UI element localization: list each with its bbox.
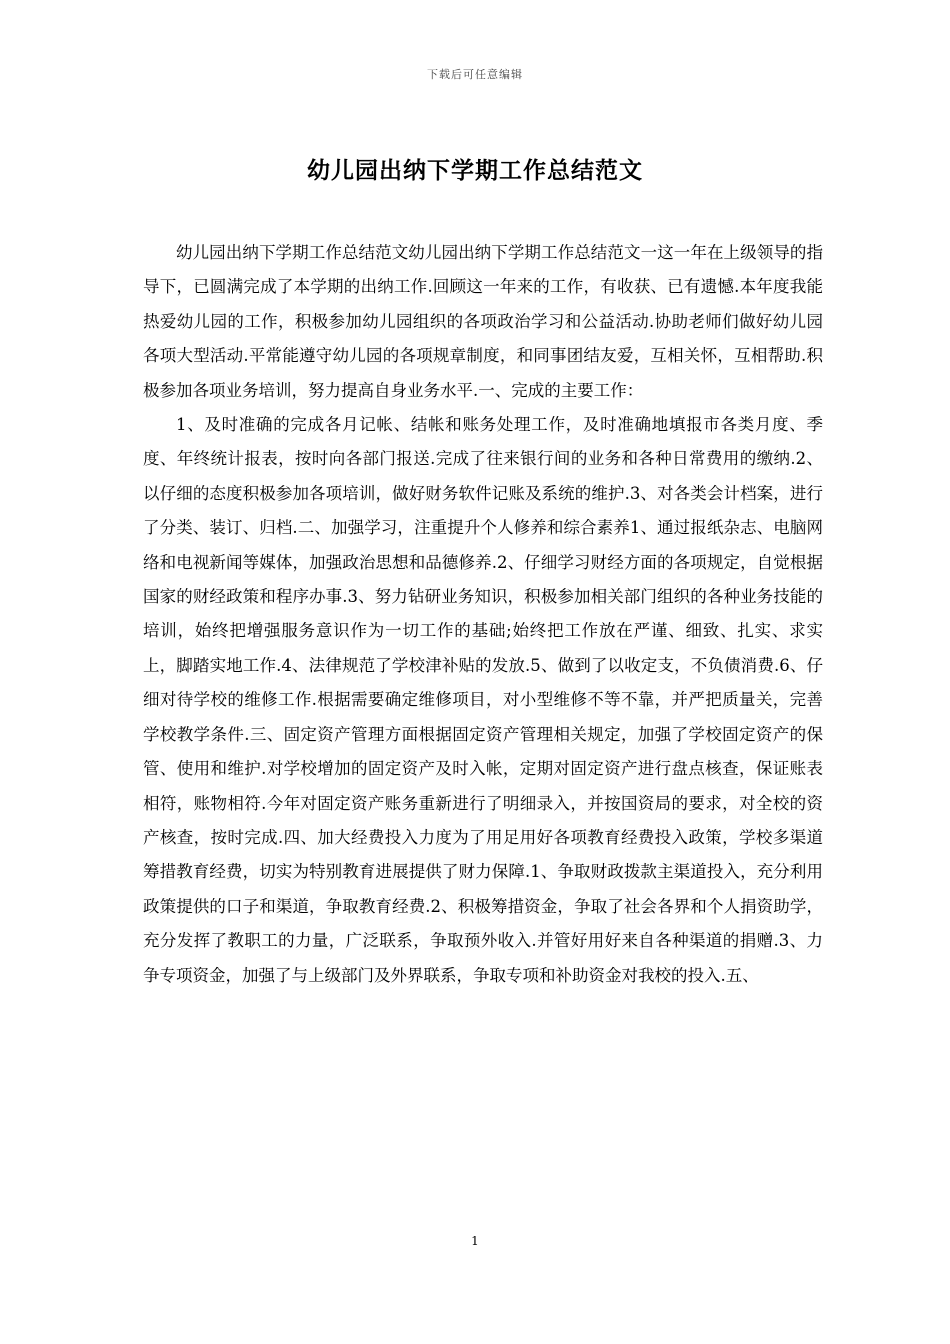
document-body <box>143 236 823 993</box>
document-title: 幼儿园出纳下学期工作总结范文 <box>307 158 643 184</box>
page-number: 1 <box>471 1234 479 1248</box>
header-note: 下载后可任意编辑 <box>427 68 523 81</box>
paragraph-intro: 幼儿园出纳下学期工作总结范文幼儿园出纳下学期工作总结范文一这一年在上级领导的指导下，已圆满完成了本学期的出纳工作.回顾这一年来的工作，有收获、已有遗憾.本年度我能热爱幼儿园的工作，积极参加幼儿园组织的各项政治学习和公益活动.协助老师们做好幼儿园各项大型活动.平常能遵守幼儿园的各项规章制度，和同事团结友爱，互相关怀，互相帮助.积极参加各项业务培训，努力提高自身业务水平.一、完成的主要工作： <box>143 243 823 400</box>
paragraph-main-work: 1、及时准确的完成各月记帐、结帐和账务处理工作，及时准确地填报市各类月度、季度、年终统计报表，按时向各部门报送.完成了往来银行间的业务和各种日常费用的缴纳.2、以仔细的态度积极参加各项培训，做好财务软件记账及系统的维护.3、对各类会计档案，进行了分类、装订、归档.二、加强学习，注重提升个人修养和综合素养1、通过报纸杂志、电脑网络和电视新闻等媒体，加强政治思想和品德修养.2、仔细学习财经方面的各项规定，自觉根据国家的财经政策和程序办事.3、努力钻研业务知识，积极参加相关部门组织的各种业务技能的培训，始终把增强服务意识作为一切工作的基础;始终把工作放在严谨、细致、扎实、求实上，脚踏实地工作.4、法律规范了学校津补贴的发放.5、做到了以收定支，不负债消费.6、仔细对待学校的维修工作.根据需要确定维修项目，对小型维修不等不靠，并严把质量关，完善学校教学条件.三、固定资产管理方面根据固定资产管理相关规定，加强了学校固定资产的保管、使用和维护.对学校增加的固定资产及时入帐，定期对固定资产进行盘点核查，保证账表相符，账物相符.今年对固定资产账务重新进行了明细录入，并按国资局的要求，对全校的资产核查，按时完成.四、加大经费投入力度为了用足用好各项教育经费投入政策，学校多渠道筹措教育经费，切实为特别教育进展提供了财力保障.1、争取财政拨款主渠道投入，充分利用政策提供的口子和渠道，争取教育经费.2、积极筹措资金，争取了社会各界和个人捐资助学，充分发挥了教职工的力量，广泛联系，争取预外收入.并管好用好来自各种渠道的捐赠.3、力争专项资金，加强了与上级部门及外界联系，争取专项和补助资金对我校的投入.五、 <box>143 415 823 985</box>
